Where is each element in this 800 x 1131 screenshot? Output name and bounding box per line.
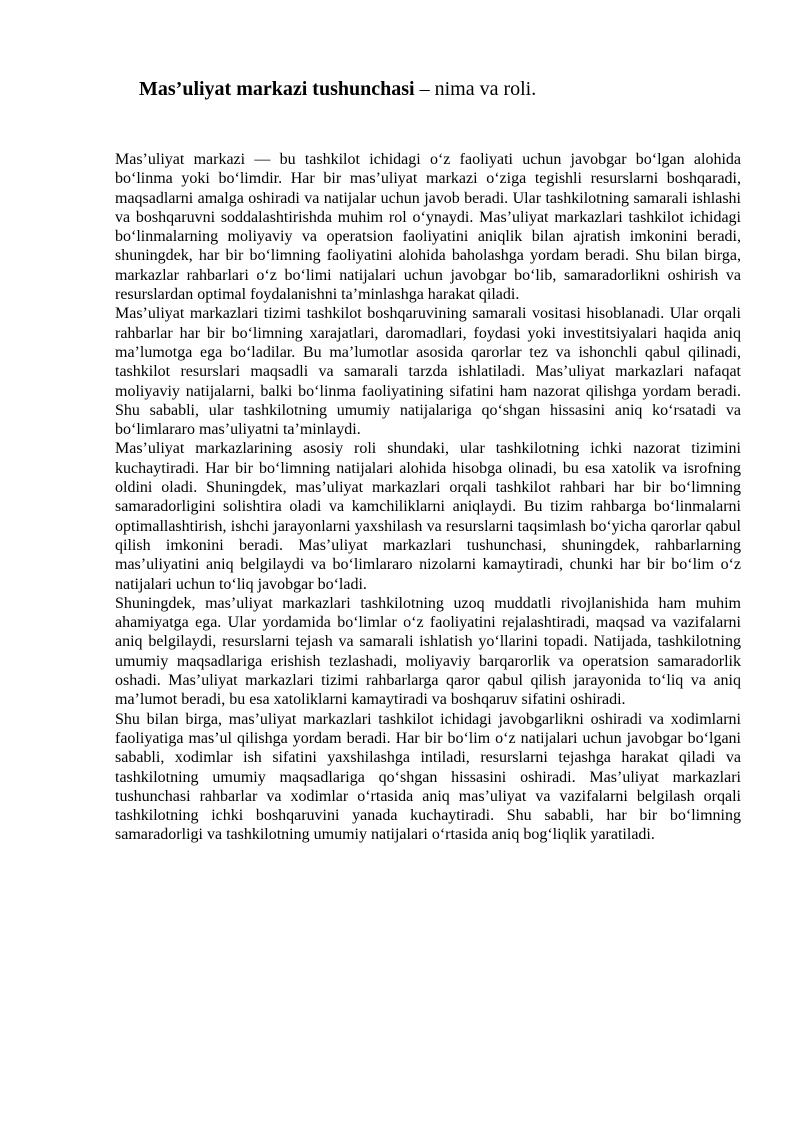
paragraph-5: Shu bilan birga, mas’uliyat markazlari tashkilot ichidagi javobgarlikni oshiradi va xodimlarni faoliyatiga mas’ul qilishga yordam beradi. Har bir bo‘lim o‘z natijalari uchun javobgar bo‘lgani sababli, xodimlar ish sifatini yaxshilashga intiladi, resurslarni tejashga harakat qiladi va tashkilotning umumiy maqsadlariga qo‘shgan hissasini oshiradi. Mas’uliyat markazlari tushunchasi rahbarlar va xodimlar o‘rtasida aniq mas’uliyat va vazifalarni belgilash orqali tashkilotning ichki boshqaruvini yanada kuchaytiradi. Shu sababli, har bir bo‘limning samaradorligi va tashkilotning umumiy natijalari o‘rtasida aniq bog‘liqlik yaratiladi.: [115, 710, 741, 844]
title-regular-part: – nima va roli.: [414, 78, 537, 100]
paragraph-2: Mas’uliyat markazlari tizimi tashkilot boshqaruvining samarali vositasi hisoblanadi. Ular orqali rahbarlar har bir bo‘limning xarajatlari, daromadlari, foydasi yoki investitsiyalari haqida aniq ma’lumotga ega bo‘ladilar. Bu ma’lumotlar asosida qarorlar tez va ishonchli qabul qilinadi, tashkilot resurslari maqsadli va samarali tarzda ishlatiladi. Mas’uliyat markazlari nafaqat moliyaviy natijalarni, balki bo‘linma faoliyatining sifatini ham nazorat qilishga yordam beradi. Shu sababli, ular tashkilotning umumiy natijalariga qo‘shgan hissasini aniq ko‘rsatadi va bo‘limlararo mas’uliyatni ta’minlaydi.: [115, 305, 741, 439]
document-body: [115, 150, 741, 845]
paragraph-3: Mas’uliyat markazlarining asosiy roli shundaki, ular tashkilotning ichki nazorat tizimini kuchaytiradi. Har bir bo‘limning natijalari alohida hisobga olinadi, bu esa xatolik va isrofning oldini oladi. Shuningdek, mas’uliyat markazlari orqali tashkilot rahbari har bir bo‘limning samaradorligini solishtira oladi va kamchiliklarni aniqlaydi. Bu tizim rahbarga bo‘linmalarni optimallashtirish, ishchi jarayonlarni yaxshilash va resurslarni taqsimlash bo‘yicha qarorlar qabul qilish imkonini beradi. Mas’uliyat markazlari tushunchasi, shuningdek, rahbarlarning mas’uliyatini aniq belgilaydi va bo‘limlararo nizolarni kamaytiradi, chunki har bir bo‘lim o‘z natijalari uchun to‘liq javobgar bo‘ladi.: [115, 440, 741, 593]
paragraph-1: Mas’uliyat markazi — bu tashkilot ichidagi o‘z faoliyati uchun javobgar bo‘lgan alohida bo‘linma yoki bo‘limdir. Har bir mas’uliyat markazi o‘ziga tegishli resurslarni boshqaradi, maqsadlarni amalga oshiradi va natijalar uchun javob beradi. Ular tashkilotning samarali ishlashi va boshqaruvni soddalashtirishda muhim rol o‘ynaydi. Mas’uliyat markazlari tashkilot ichidagi bo‘linmalarning moliyaviy va operatsion faoliyatini aniqlik bilan ajratish imkonini beradi, shuningdek, har bir bo‘limning faoliyatini alohida baholashga yordam beradi. Shu bilan birga, markazlar rahbarlari o‘z bo‘limi natijalari uchun javobgar bo‘lib, samaradorlikni oshirish va resurslardan optimal foydalanishni ta’minlashga harakat qiladi.: [115, 151, 741, 304]
title-bold-part: Mas’uliyat markazi tushunchasi: [139, 78, 415, 100]
document-title: [139, 76, 759, 102]
paragraph-4: Shuningdek, mas’uliyat markazlari tashkilotning uzoq muddatli rivojlanishida ham muhim ahamiyatga ega. Ular yordamida bo‘limlar o‘z faoliyatini rejalashtiradi, maqsad va vazifalarni aniq belgilaydi, resurslarni tejash va samarali ishlatish yo‘llarini topadi. Natijada, tashkilotning umumiy maqsadlariga erishish tezlashadi, moliyaviy barqarorlik va operatsion samaradorlik oshadi. Mas’uliyat markazlari tizimi rahbarlarga qaror qabul qilish jarayonida to‘liq va aniq ma’lumot beradi, bu esa xatoliklarni kamaytiradi va boshqaruv sifatini oshiradi.: [115, 594, 741, 709]
